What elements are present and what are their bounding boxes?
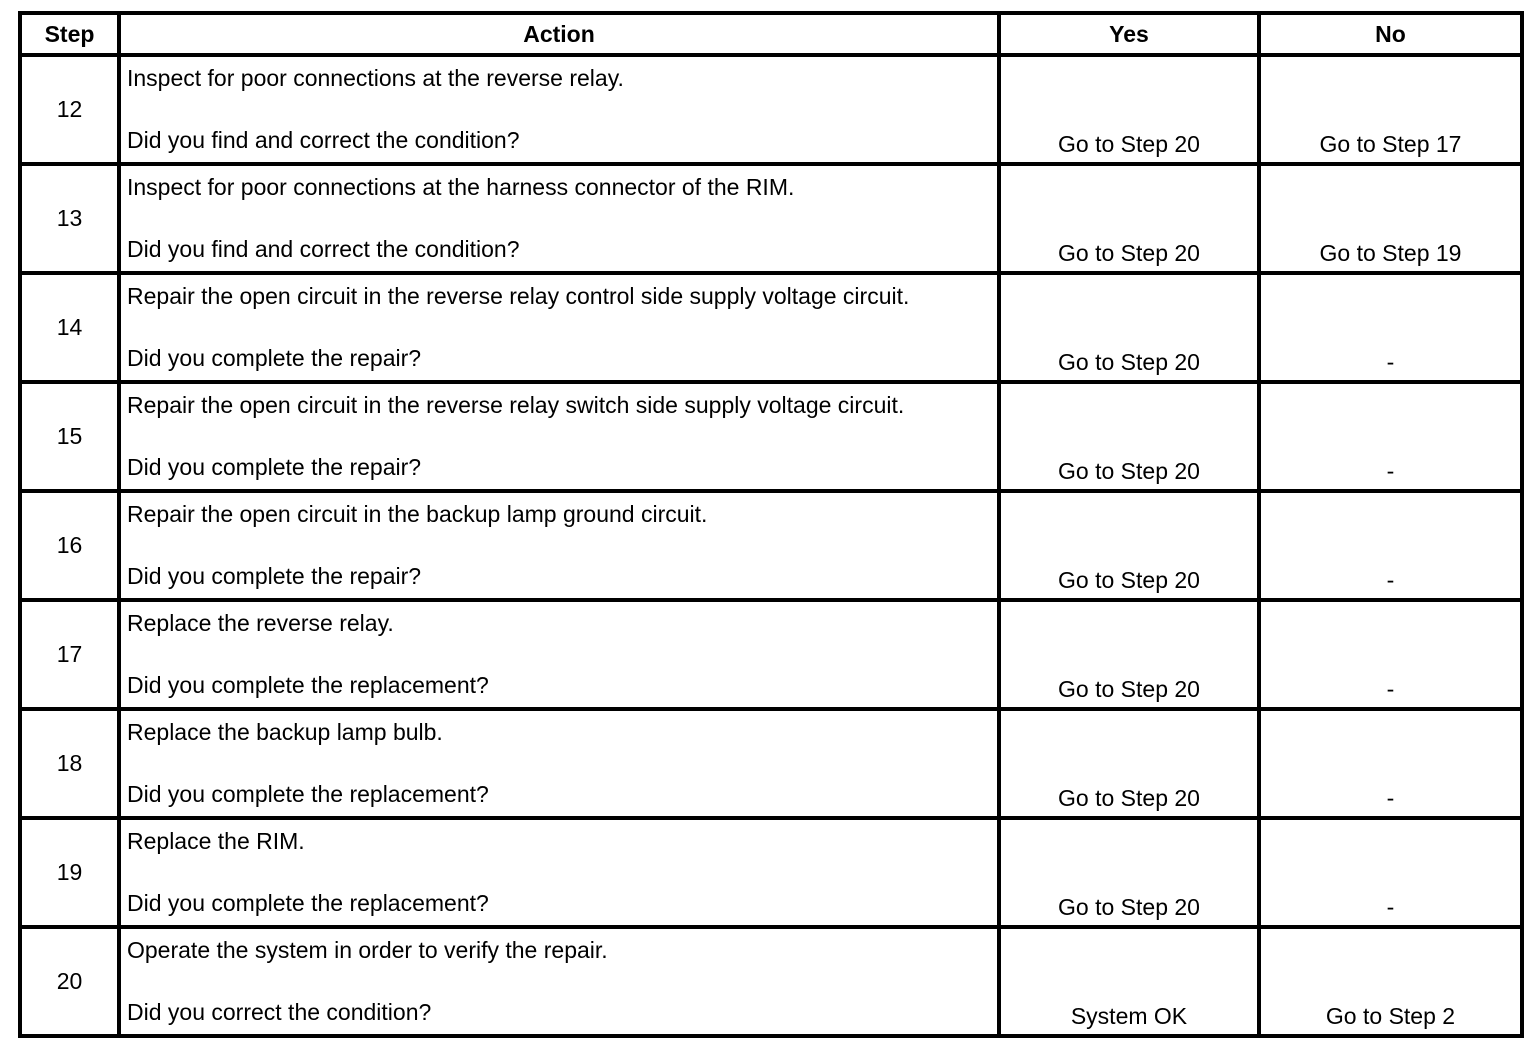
table-row	[20, 927, 1522, 1036]
action-text: Replace the RIM.	[127, 828, 305, 854]
no-result: -	[1259, 709, 1522, 818]
step-number: 16	[20, 491, 119, 600]
diagnostic-table-container	[18, 11, 1520, 1038]
action-text: Replace the reverse relay.	[127, 610, 394, 636]
table-row	[20, 273, 1522, 382]
action-question: Did you complete the repair?	[127, 563, 422, 589]
table-row	[20, 55, 1522, 164]
table-row	[20, 600, 1522, 709]
action-cell	[119, 927, 999, 1036]
no-result: -	[1259, 273, 1522, 382]
step-number: 18	[20, 709, 119, 818]
table-header-row	[20, 13, 1522, 55]
no-result: -	[1259, 818, 1522, 927]
action-text: Repair the open circuit in the backup lamp ground circuit.	[127, 501, 708, 527]
no-result: Go to Step 19	[1259, 164, 1522, 273]
table-row	[20, 164, 1522, 273]
yes-result: Go to Step 20	[999, 55, 1259, 164]
no-result: -	[1259, 600, 1522, 709]
action-cell	[119, 55, 999, 164]
no-result: -	[1259, 491, 1522, 600]
action-text: Repair the open circuit in the reverse relay switch side supply voltage circuit.	[127, 392, 905, 418]
step-number: 19	[20, 818, 119, 927]
yes-result: Go to Step 20	[999, 600, 1259, 709]
step-number: 12	[20, 55, 119, 164]
no-result: Go to Step 2	[1259, 927, 1522, 1036]
step-number: 15	[20, 382, 119, 491]
action-text: Inspect for poor connections at the reverse relay.	[127, 65, 624, 91]
diagnostic-steps-table	[18, 11, 1524, 1038]
table-row	[20, 382, 1522, 491]
yes-result: System OK	[999, 927, 1259, 1036]
action-cell	[119, 818, 999, 927]
action-cell	[119, 164, 999, 273]
action-text: Repair the open circuit in the reverse relay control side supply voltage circuit.	[127, 283, 910, 309]
action-question: Did you complete the repair?	[127, 345, 422, 371]
step-number: 13	[20, 164, 119, 273]
action-question: Did you find and correct the condition?	[127, 236, 520, 262]
yes-result: Go to Step 20	[999, 273, 1259, 382]
yes-result: Go to Step 20	[999, 818, 1259, 927]
step-number: 17	[20, 600, 119, 709]
table-row	[20, 491, 1522, 600]
action-question: Did you complete the repair?	[127, 454, 422, 480]
header-no: No	[1259, 13, 1522, 55]
no-result: -	[1259, 382, 1522, 491]
action-cell	[119, 600, 999, 709]
action-text: Inspect for poor connections at the harness connector of the RIM.	[127, 174, 795, 200]
action-text: Operate the system in order to verify the repair.	[127, 937, 608, 963]
step-number: 14	[20, 273, 119, 382]
yes-result: Go to Step 20	[999, 491, 1259, 600]
action-cell	[119, 382, 999, 491]
action-cell	[119, 491, 999, 600]
action-question: Did you correct the condition?	[127, 999, 432, 1025]
header-action: Action	[119, 13, 999, 55]
action-cell	[119, 709, 999, 818]
action-question: Did you find and correct the condition?	[127, 127, 520, 153]
action-question: Did you complete the replacement?	[127, 890, 489, 916]
yes-result: Go to Step 20	[999, 709, 1259, 818]
table-row	[20, 709, 1522, 818]
header-step: Step	[20, 13, 119, 55]
no-result: Go to Step 17	[1259, 55, 1522, 164]
action-question: Did you complete the replacement?	[127, 672, 489, 698]
yes-result: Go to Step 20	[999, 382, 1259, 491]
action-text: Replace the backup lamp bulb.	[127, 719, 443, 745]
action-cell	[119, 273, 999, 382]
header-yes: Yes	[999, 13, 1259, 55]
action-question: Did you complete the replacement?	[127, 781, 489, 807]
table-row	[20, 818, 1522, 927]
yes-result: Go to Step 20	[999, 164, 1259, 273]
step-number: 20	[20, 927, 119, 1036]
